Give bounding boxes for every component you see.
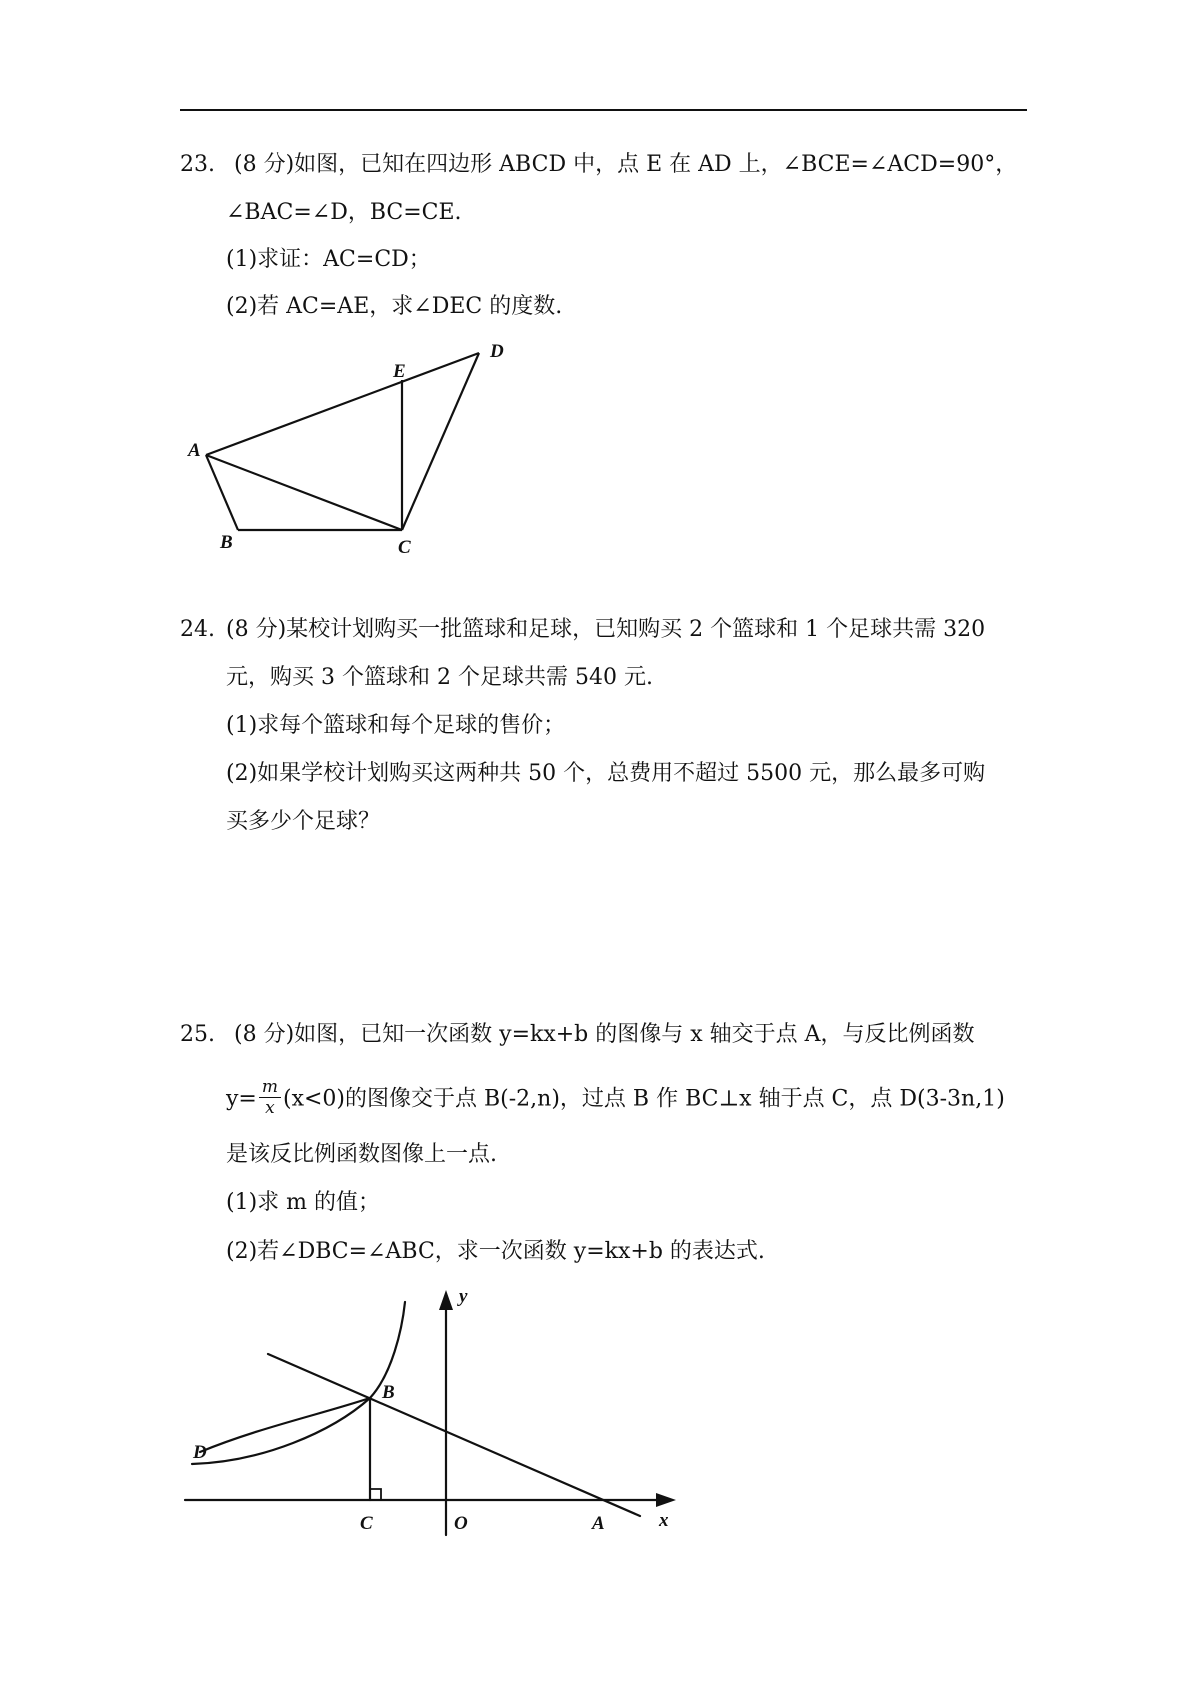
question-text-line: (8 分)如图，已知一次函数 y=kx+b 的图像与 x 轴交于点 A，与反比例函数 — [234, 1022, 975, 1047]
point-label-c: C — [398, 537, 411, 558]
linear-function-line — [268, 1354, 640, 1516]
question-text-line: 元，购买 3 个篮球和 2 个足球共需 540 元. — [226, 665, 653, 690]
question-part-2: (2)若 AC=AE，求∠DEC 的度数. — [226, 294, 563, 319]
fraction-denominator: x — [265, 1098, 275, 1118]
question-part-1: (1)求 m 的值； — [226, 1190, 381, 1215]
y-axis-arrow — [439, 1290, 453, 1310]
point-label-c: C — [360, 1513, 373, 1534]
question-number: 23. — [180, 152, 215, 177]
question-number: 24. — [180, 617, 215, 642]
question-text-line: ∠BAC=∠D，BC=CE. — [226, 200, 462, 225]
question-text-line: (8 分)某校计划购买一批篮球和足球，已知购买 2 个篮球和 1 个足球共需 320 — [226, 617, 986, 642]
equation-prefix: y= — [226, 1086, 257, 1112]
point-label-b: B — [220, 532, 233, 553]
axis-label-x: x — [659, 1510, 669, 1531]
point-label-o: O — [454, 1513, 468, 1534]
x-axis-arrow — [656, 1493, 676, 1507]
right-angle-marker — [370, 1489, 381, 1500]
question-part-1: (1)求证：AC=CD； — [226, 247, 431, 272]
fraction-numerator: m — [259, 1078, 281, 1098]
point-label-e: E — [393, 361, 406, 382]
point-label-d: D — [490, 341, 504, 362]
question-part-2: (2)若∠DBC=∠ABC，求一次函数 y=kx+b 的表达式. — [226, 1239, 765, 1264]
question-part-2-continued: 买多少个足球？ — [226, 809, 381, 834]
question-part-1: (1)求每个篮球和每个足球的售价； — [226, 713, 566, 738]
axis-label-y: y — [459, 1286, 468, 1307]
hyperbola-lower-branch — [192, 1398, 370, 1464]
question-part-2: (2)如果学校计划购买这两种共 50 个，总费用不超过 5500 元，那么最多可购 — [226, 761, 986, 786]
question-text-line: (8 分)如图，已知在四边形 ABCD 中，点 E 在 AD 上，∠BCE=∠ACD=90°， — [234, 152, 1018, 177]
hyperbola-chord — [200, 1398, 370, 1452]
point-label-a: A — [592, 1513, 605, 1534]
point-label-a: A — [188, 440, 201, 461]
point-label-b: B — [382, 1382, 395, 1403]
question-number: 25. — [180, 1022, 215, 1047]
point-label-d: D — [193, 1442, 207, 1463]
equation-suffix: (x<0)的图像交于点 B(-2,n)，过点 B 作 BC⊥x 轴于点 C，点 D(3-3n,1) — [283, 1086, 1005, 1112]
question-text-line: 是该反比例函数图像上一点. — [226, 1142, 497, 1167]
